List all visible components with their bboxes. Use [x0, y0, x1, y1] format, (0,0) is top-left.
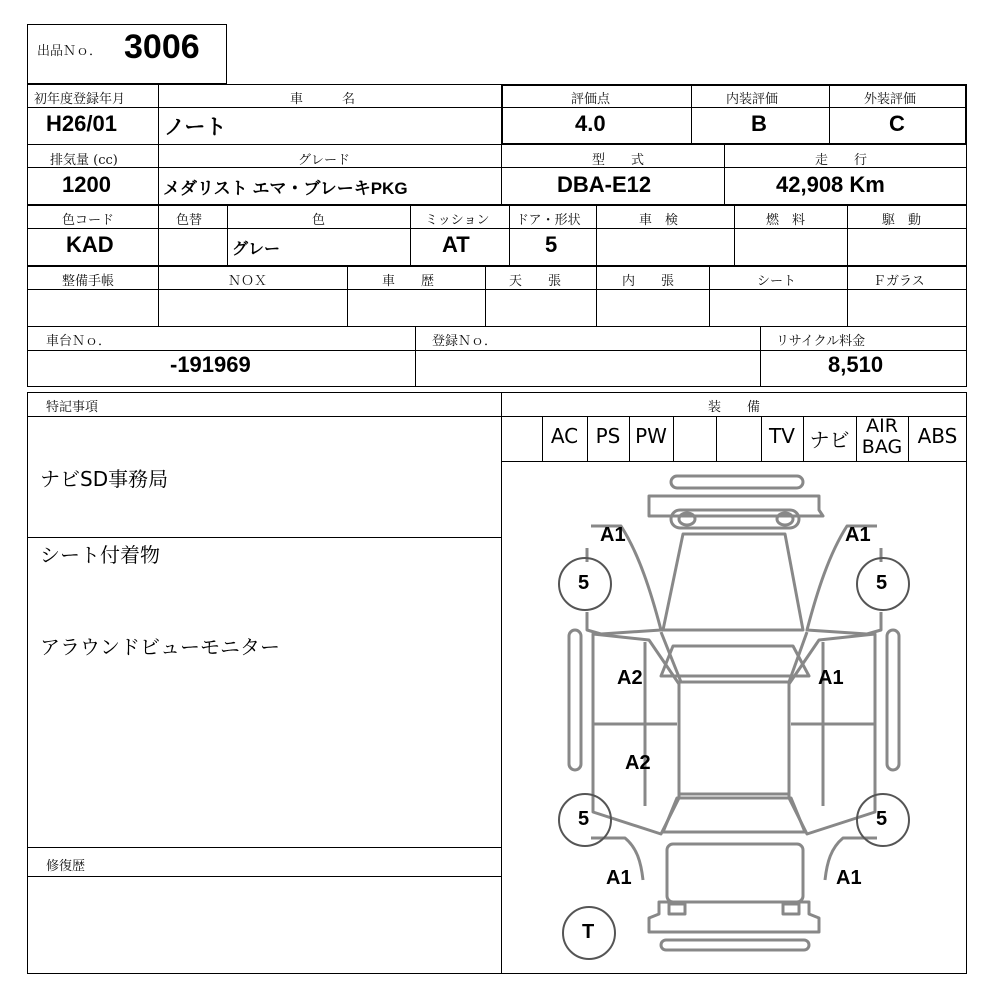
- equip-tv: TV: [769, 424, 795, 448]
- mark-wheel-front-left: 5: [578, 572, 590, 594]
- displacement: 1200: [62, 172, 111, 197]
- displacement-label: 排気量 (cc): [50, 153, 118, 168]
- exterior-grade: C: [889, 111, 905, 136]
- color: グレー: [232, 241, 281, 258]
- recycle-label: リサイクル料金: [776, 334, 866, 349]
- glass-label: Ｆガラス: [873, 274, 925, 289]
- door-label: ドア・形状: [516, 213, 581, 228]
- color-code: KAD: [66, 232, 114, 257]
- regno-label: 登録Ｎｏ．: [432, 334, 498, 349]
- mark-wheel-rear-right: 5: [876, 808, 888, 830]
- service-label: 整備手帳: [62, 274, 115, 289]
- special-note-2: シート付着物: [40, 543, 160, 567]
- car-name: ノート: [164, 116, 227, 139]
- equip-pw: PW: [635, 424, 667, 448]
- fuel-label: 燃 料: [766, 213, 806, 228]
- mark-rear-left: A1: [606, 867, 632, 889]
- score-label: 評価点: [571, 92, 611, 107]
- mark-rear-right: A1: [836, 867, 862, 889]
- seat-label: シート: [757, 274, 797, 289]
- chassis-number: -191969: [170, 352, 251, 377]
- mark-left-door-front: A2: [617, 667, 643, 689]
- color-change-label: 色替: [176, 213, 203, 228]
- equip-airbag-1: AIR: [866, 415, 898, 437]
- equip-navi: ナビ: [809, 428, 850, 452]
- equip-abs: ABS: [917, 424, 958, 448]
- mark-wheel-front-right: 5: [876, 572, 888, 594]
- door: 5: [545, 232, 558, 257]
- equip-ac: AC: [550, 424, 579, 448]
- exterior-label: 外装評価: [864, 92, 917, 107]
- recycle-fee: 8,510: [828, 352, 884, 377]
- row3: [27, 205, 967, 266]
- reg-year: H26/01: [46, 111, 117, 136]
- mark-wheel-rear-left: 5: [578, 808, 590, 830]
- mark-right-door-front: A1: [818, 667, 844, 689]
- drive-label: 駆 動: [882, 213, 922, 228]
- interior-label: 内装評価: [726, 92, 779, 107]
- equip-ps: PS: [595, 424, 621, 448]
- mission: AT: [442, 232, 470, 257]
- chassis-label: 車台Ｎｏ．: [46, 334, 112, 349]
- color-code-label: 色コード: [62, 213, 115, 228]
- grade-label: グレード: [298, 153, 351, 168]
- special-note-1: ナビSD事務局: [40, 467, 169, 491]
- special-note-3: アラウンドビューモニター: [40, 635, 280, 659]
- score: 4.0: [575, 111, 606, 136]
- row4: [27, 266, 967, 327]
- mileage-label: 走 行: [815, 153, 868, 168]
- lot-number: 3006: [124, 28, 200, 66]
- mark-front-right: A1: [845, 524, 871, 546]
- roof-label: 天 張: [509, 274, 562, 289]
- mileage: 42,908 Km: [776, 172, 885, 197]
- grade: メダリスト エマ・ブレーキPKG: [163, 179, 408, 198]
- mark-left-door-rear: A2: [625, 752, 651, 774]
- equipment-label: 装 備: [708, 400, 761, 415]
- mark-front-left: A1: [600, 524, 626, 546]
- repair-history-label: 修復歴: [46, 859, 86, 874]
- model: DBA-E12: [557, 172, 652, 197]
- special-notes-label: 特記事項: [46, 400, 99, 415]
- color-label: 色: [312, 213, 326, 228]
- interior-grade: B: [751, 111, 767, 136]
- reg-year-label: 初年度登録年月: [34, 92, 126, 107]
- history-label: 車 歴: [382, 274, 435, 289]
- interior-trim-label: 内 張: [622, 274, 675, 289]
- mark-spare-tire: T: [582, 921, 595, 943]
- lot-label: 出品Ｎｏ．: [37, 44, 103, 59]
- model-label: 型 式: [592, 153, 645, 168]
- equip-airbag-2: BAG: [861, 436, 903, 458]
- car-diagram: [501, 462, 967, 974]
- inspection-label: 車 検: [639, 213, 679, 228]
- nox-label: ＮＯＸ: [228, 274, 268, 289]
- car-name-label: 車 名: [290, 92, 356, 107]
- mission-label: ミッション: [425, 213, 490, 228]
